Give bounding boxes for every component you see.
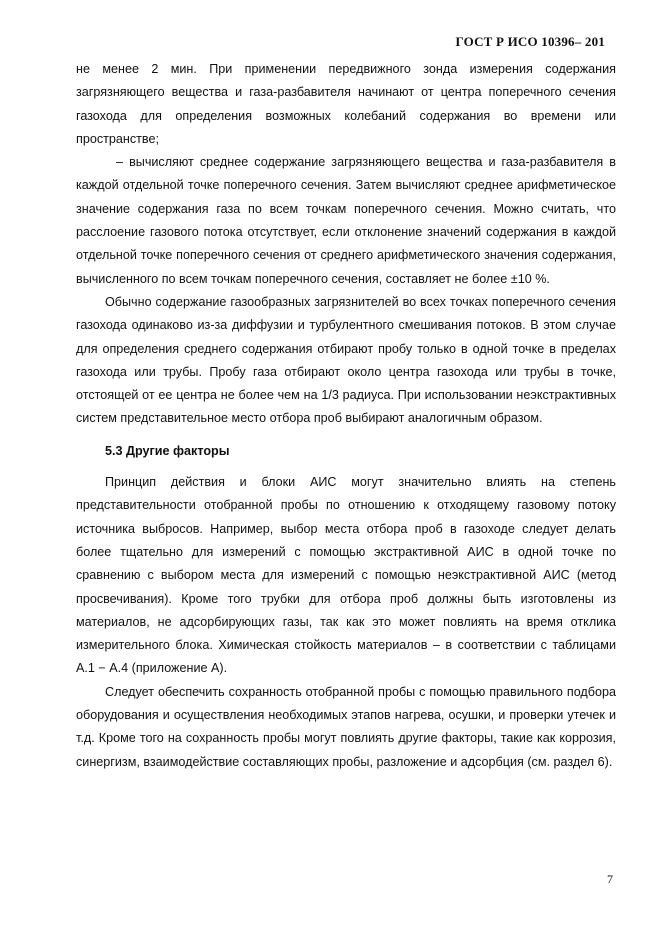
paragraph: Следует обеспечить сохранность отобранной пробы с помощью правильного подбора оборудования и осуществления необходимых этапов нагрева, осушки, и проверки утечек и т.д. Кроме того на сохранность пробы могут повлиять другие факторы, такие как коррозия, синергизм, взаимодействие составляющих пробы, разложение и адсорбция (см. раздел 6). bbox=[76, 684, 616, 769]
paragraph: Обычно содержание газообразных загрязнителей во всех точках поперечного сечения газохода одинаково из-за диффузии и турбулентного смешивания потоков. В этом случае для определения среднего содержания отбирают пробу только в одной точке в пределах газохода или трубы. Пробу газа отбирают около центра газохода или трубы в точке, отстоящей от ее центра не более чем на 1/3 радиуса. При использовании неэкстрактивных систем представительное место отбора проб выбирают аналогичным образом. bbox=[76, 294, 616, 426]
paragraph-continuation: не менее 2 мин. При применении передвижного зонда измерения содержания загрязняющего вещества и газа-разбавителя начинают от центра поперечного сечения газохода для определения возможных колебаний содержания во времени или пространстве; bbox=[76, 62, 616, 146]
document-header bbox=[455, 34, 605, 50]
page-body bbox=[76, 58, 616, 774]
standard-code: ГОСТ Р ИСО 10396– 201 bbox=[455, 34, 605, 49]
list-item-dash: – вычисляют среднее содержание загрязняющего вещества и газа-разбавителя в каждой отдельной точке поперечного сечения. Затем вычисляют среднее арифметическое значение содержания газа по всем точкам поперечного сечения. Можно считать, что расслоение газового потока отсутствует, если отклонение значений содержания в каждой отдельной точке поперечного сечения от среднего арифметического значения содержания, вычисленного по всем точкам поперечного сечения, составляет не более ±10 %. bbox=[76, 155, 616, 286]
paragraph: Принцип действия и блоки АИС могут значительно влиять на степень представительности отобранной пробы по отношению к отходящему газовому потоку источника выбросов. Например, выбор места отбора проб в газоходе следует делать более тщательно для измерений с помощью экстрактивной АИС в одной точке по сравнению с выбором места для измерений с помощью неэкстрактивной АИС (метод просвечивания). Кроме того трубки для отбора проб должны быть изготовлены из материалов, не адсорбирующих газы, так как это может повлиять на время отклика измерительного блока. Химическая стойкость материалов – в соответствии с таблицами А.1 − А.4 (приложение А). bbox=[76, 475, 616, 676]
section-heading: 5.3 Другие факторы bbox=[105, 443, 230, 458]
page-number: 7 bbox=[607, 872, 613, 886]
